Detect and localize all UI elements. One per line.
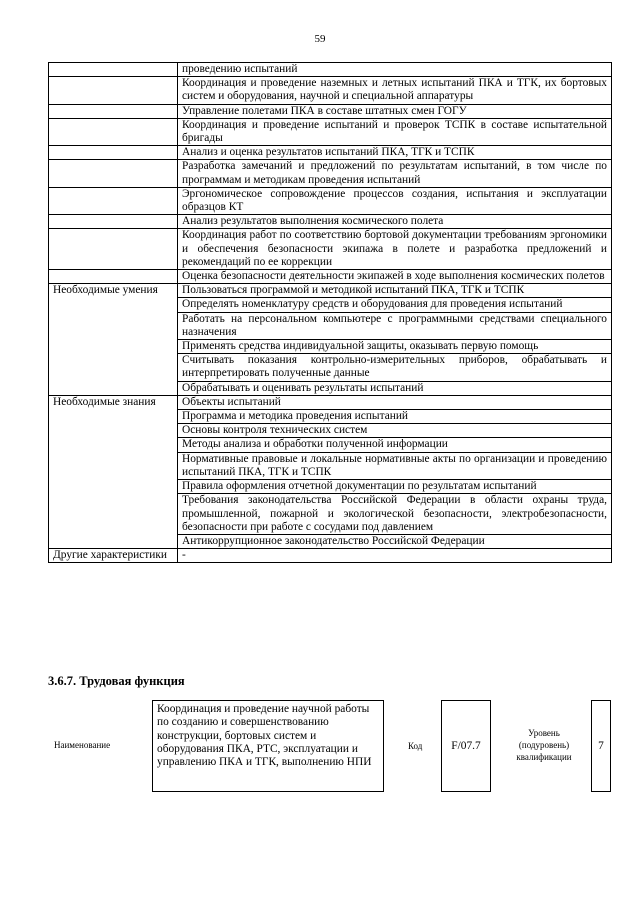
labor-action-item: Анализ и оценка результатов испытаний ПКА, ТГК и ТСПК — [178, 146, 612, 160]
other-characteristics-label: Другие характеристики — [49, 549, 178, 563]
code-value-text: F/07.7 — [451, 740, 481, 752]
skills-label: Необходимые умения — [49, 284, 178, 396]
knowledge-item: Требования законодательства Российской Федерации в области охраны труда, промышленной, пожарной и экологической безопасности, электробезопасности, безопасности при работе с сосудами под давлением — [178, 494, 612, 535]
labor-action-item: Управление полетами ПКА в составе штатных смен ГОГУ — [178, 104, 612, 118]
knowledge-item: Антикоррупционное законодательство Российской Федерации — [178, 534, 612, 548]
labor-action-item: Эргономическое сопровождение процессов создания, испытания и эксплуатации образцов КТ — [178, 187, 612, 214]
code-label: Код — [408, 741, 423, 751]
table-row — [49, 187, 612, 214]
table-row — [49, 77, 612, 104]
knowledge-item: Методы анализа и обработки полученной информации — [178, 438, 612, 452]
knowledge-item: Правила оформления отчетной документации по результатам испытаний — [178, 480, 612, 494]
table-row — [49, 284, 612, 298]
table-row — [49, 215, 612, 229]
requirements-table — [48, 62, 612, 563]
skill-item: Обрабатывать и оценивать результаты испытаний — [178, 381, 612, 395]
skill-item: Пользоваться программой и методикой испытаний ПКА, ТГК и ТСПК — [178, 284, 612, 298]
page-number: 59 — [314, 33, 326, 45]
skill-item: Определять номенклатуру средств и оборудования для проведения испытаний — [178, 298, 612, 312]
knowledge-item: Нормативные правовые и локальные нормативные акты по организации и проведению испытаний ПКА, ТГК и ТСПК — [178, 452, 612, 479]
name-label: Наименование — [54, 740, 111, 750]
table-row — [49, 395, 612, 409]
skill-item: Работать на персональном компьютере с программными средствами специального назначения — [178, 312, 612, 339]
name-value: Координация и проведение научной работы по созданию и совершенствованию конструкции, бортовых систем и оборудования ПКА, РТС, эксплуатации и управлению ПКА и ТГК, выполнению НПИ — [152, 700, 384, 792]
table-row — [49, 146, 612, 160]
labor-action-item: Координация и проведение наземных и летных испытаний ПКА и ТГК, их бортовых систем и оборудования, научной и специальной аппаратуры — [178, 77, 612, 104]
table-row — [49, 104, 612, 118]
skill-item: Применять средства индивидуальной защиты, оказывать первую помощь — [178, 340, 612, 354]
labor-function-heading: 3.6.7. Трудовая функция — [48, 674, 185, 688]
labor-action-item: проведению испытаний — [178, 63, 612, 77]
code-value — [441, 700, 491, 792]
table-row — [49, 118, 612, 145]
table-row — [49, 549, 612, 563]
labor-action-item: Оценка безопасности деятельности экипажей в ходе выполнения космических полетов — [178, 270, 612, 284]
skill-item: Считывать показания контрольно-измерительных приборов, обрабатывать и интерпретировать полученные данные — [178, 354, 612, 381]
labor-function-block — [48, 700, 612, 794]
table-row — [49, 229, 612, 270]
level-label: Уровень (подуровень) квалификации — [516, 728, 572, 762]
table-row — [49, 160, 612, 187]
knowledge-label: Необходимые знания — [49, 395, 178, 548]
labor-action-item: Координация работ по соответствию бортовой документации требованиям эргономики и обеспечения безопасности экипажа в полете и разработка предложений и рекомендаций по ее коррекции — [178, 229, 612, 270]
knowledge-item: Основы контроля технических систем — [178, 424, 612, 438]
knowledge-item: Программа и методика проведения испытаний — [178, 410, 612, 424]
level-value — [591, 700, 611, 792]
knowledge-item: Объекты испытаний — [178, 395, 612, 409]
labor-action-item: Разработка замечаний и предложений по результатам испытаний, в том числе по программам и методикам проведения испытаний — [178, 160, 612, 187]
level-value-text: 7 — [598, 740, 604, 752]
labor-action-item: Координация и проведение испытаний и проверок ТСПК в составе испытательной бригады — [178, 118, 612, 145]
other-characteristics-value: - — [178, 549, 612, 563]
table-row — [49, 270, 612, 284]
table-row — [49, 63, 612, 77]
labor-action-item: Анализ результатов выполнения космического полета — [178, 215, 612, 229]
